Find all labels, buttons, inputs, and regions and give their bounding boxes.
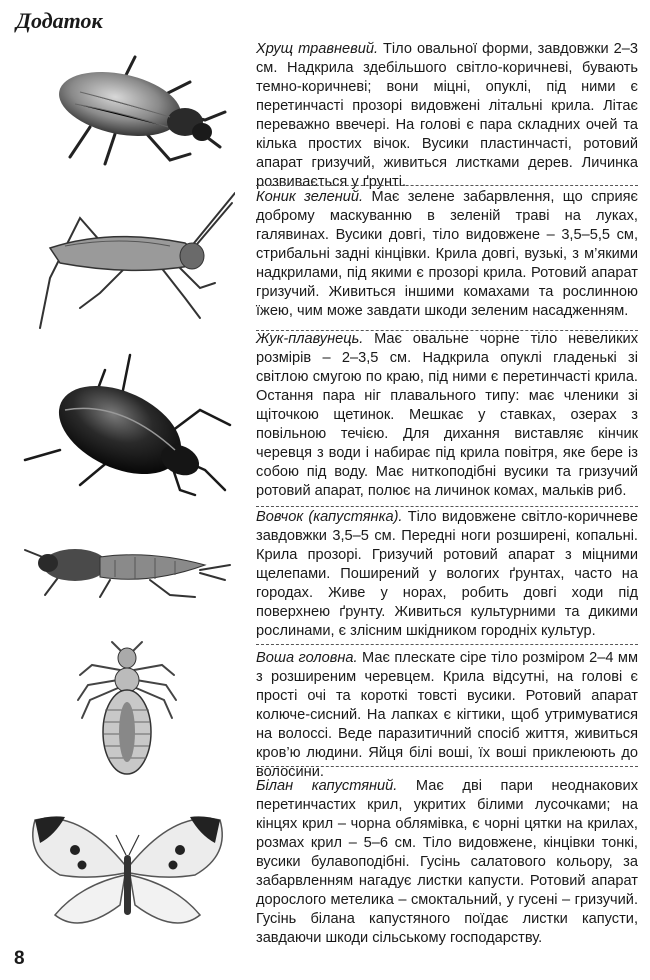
cabbage-white-butterfly-image	[20, 805, 235, 940]
entry-grasshopper	[256, 188, 638, 321]
entry-name: Вовчок (капустянка).	[256, 509, 403, 525]
entry-cockchafer	[256, 40, 638, 192]
entry-text: Тіло видовжене світло-коричневе завдовжки 3,5–5 см. Передні ноги розширені, копальні. Крила прозорі. Гризучий ротовий апарат з міцними щелепами. Поширений у вологих ґрунтах, часто на городах. Живе у норах, робить довгі ходи під поверхнею ґрунту. Живиться культурними та дикими рослинами, є злісним шкідником городніх культур.	[256, 509, 638, 639]
mole-cricket-image	[20, 535, 235, 600]
diving-beetle-image	[20, 350, 235, 500]
entry-text: Має зелене забарвлення, що сприяє доброму маскуванню в зеленій траві на луках, галявинах. Вусики довгі, тіло видовжене – 3,5–5,5 см, стрибальні задні кінцівки. Крила довгі, вузькі, з м’якими надкрилами, під якими є прозорі крила. Ротовий апарат гризучий. Живиться іншими комахами та рослинною їжею, чим може завдати шкоди зеленим насадженням.	[256, 189, 638, 319]
entry-text: Тіло овальної форми, завдовжки 2–3 см. Надкрила здебільшого світло-коричневі, бувають темно-коричневі; вони міцні, опуклі, під ними є перетинчасті прозорі видовжені літальні крила. Літає переважно ввечері. На голові є пара складних очей та кілька простих вічок. Вусики пластинчасті, ротовий апарат гризучий, живиться листками дерев. Личинка розвивається у ґрунті.	[256, 41, 638, 190]
entry-name: Хрущ травневий.	[256, 41, 378, 57]
grasshopper-image	[20, 188, 235, 338]
head-louse-image	[20, 640, 235, 780]
entry-text: Має плескате сіре тіло розміром 2–4 мм з розширеним черевцем. Крила відсутні, на голові є прості очі та короткі товсті вусики. Ротовий апарат колюче-сисний. На лапках є кігтики, щоб утримуватися на волоссі. Веде паразитичний спосіб життя, живиться кров’ю людини. Яйця білі воші, їх воші приклеюють до волосини.	[256, 650, 638, 780]
divider	[256, 506, 638, 507]
page-number: 8	[14, 948, 25, 969]
divider	[256, 185, 638, 186]
entry-text: Має овальне чорне тіло невеликих розмірів – 2–3,5 см. Надкрила опуклі гладенькі зі світлою смугою по краю, під ними є перетинчасті крила. Остання пара ніг плавального типу: має членики зі щіточкою щетинок. Мешкає у ставках, озерах з повільною течією. Для дихання виставляє кінчик черевця з води і набирає під крила повітря, яке бере із собою під воду. Має ниткоподібні вусики та гризучий ротовий апарат, полює на личинок комах, мальків риб.	[256, 331, 638, 499]
appendix-heading: Додаток	[16, 8, 103, 33]
entry-text: Має дві пари неоднакових перетинчастих крил, укритих білими лусочками; на кінцях крил – чорна облямівка, є чорні цятки на крилах, розмах крил – 5–6 см. Тіло видовжене, кінцівки тонкі, вусики булавоподібні. Гусінь салатового кольору, за забарвленням нагадує листки капусти. Ротовий апарат дорослого метелика – смоктальний, у гусені – гризучий. Гусінь білана капустяного поїдає листки капусти, завдаючи шкоди сільському господарству.	[256, 778, 638, 946]
entry-name: Коник зелений.	[256, 189, 364, 205]
divider	[256, 644, 638, 645]
entry-head-louse	[256, 649, 638, 782]
entry-diving-beetle	[256, 330, 638, 501]
entry-mole-cricket	[256, 508, 638, 641]
cockchafer-beetle-image	[20, 42, 235, 167]
entry-cabbage-white	[256, 777, 638, 948]
entry-name: Жук-плавунець.	[256, 331, 364, 347]
entry-name: Білан капустяний.	[256, 778, 398, 794]
divider	[256, 766, 638, 767]
entry-name: Воша головна.	[256, 650, 358, 666]
